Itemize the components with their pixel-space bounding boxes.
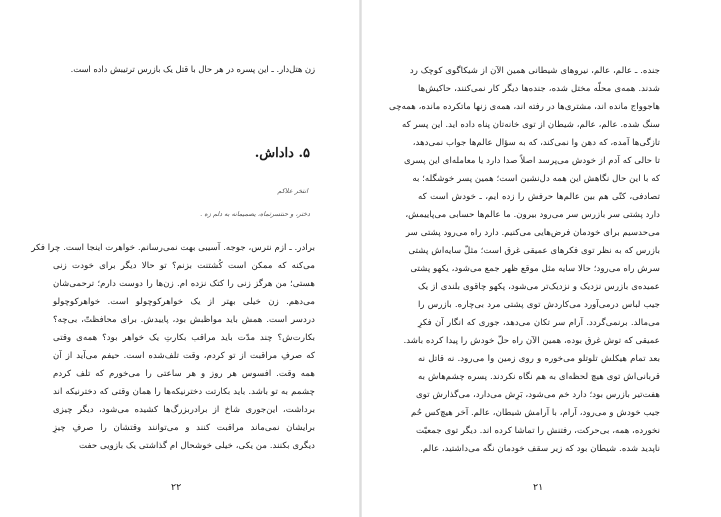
text-line: هستی؛ من هرگز زنی را کتک نزده ام. زن‌ها را دوست دارم؛ ترحمی‌شان [53,279,315,289]
text-line: بکارت‌ش؟ چند مدّت باید مراقب بکارتِ یک خواهر بود؟ همه‌ی وقتی [53,333,315,343]
chapter-title: ۵. داداش. [254,146,310,161]
text-line: قربانی‌اش توی هیچ لحظه‌ای به هم نگاه نکردند. پسره چشم‌هاش به [418,372,660,382]
top-note: زن هتل‌دار. ـ این پسره در هر حال با قتل یک بازرس ترتیبش داده است. [70,64,315,74]
text-line: سنگ شده. عالم، عالم، شیطان از توی خانه‌تان پناه داده اید. این پسر که [401,120,660,130]
text-line: جنده. ـ عالم، عالم، نیروهای شیطانی همین الآن از شیکاگوی کوچک رد [409,66,660,76]
text-line: دیگری بکنند. من یکی، خیلی خوشحال ام گذاشتی یک بازویی حفت [78,441,315,451]
text-line: شدند. همه‌ی محلّه مختل شده، جنده‌ها دیگر کار نمی‌کنند، حاکیش‌ها [418,84,660,94]
page-number-left: ۲۲ [171,482,182,493]
text-line: دارد پشتی سر بازرس سر می‌رود بیرون. ما عالم‌ها حسابی می‌پاییمش، [405,210,660,220]
text-line: که با این حال نگاهش این همه دل‌نشین است؛ همین پسر خوشگله؛ به [412,174,660,184]
text-line: تا حالی که آدم از خودش می‌پرسد اصلاً صدا دارد یا معامله‌ای این پسری [403,156,660,166]
text-line: ناپدید شده. شیطان بود که زیر سقف خودمان نگه می‌داشتید، عالم. [420,444,660,454]
text-line: عمیده‌ی بازرس نزدیک و نزدیک‌تر می‌شود، پکهو چاقوی بلندی از یک [418,282,660,292]
text-line: تصادفی، کتّی هم بین عالم‌ها حرفش را زده ایم، ـ خودش است که [418,192,660,202]
text-line: بعد تمام هیکلش تلوتلو می‌خوره و روی زمین وا می‌رود. نه قاتل نه [418,354,660,364]
text-line: عمیقی که توش غرق بوده، همین الآن راه حلّ خودش را پیدا کرده باشد. [403,336,660,346]
page-number-right: ۲۱ [533,482,544,493]
text-line: می‌حدسیم برای خودمان فرض‌هایی می‌کنیم. دارد راه می‌رود پشتی سر [405,228,660,238]
text-line: هاجوواج مانده اند، مشتری‌ها در رفته اند، همه‌ی زنها ماتکرده مانده، همه‌چی [388,102,660,112]
text-line: هفت‌تیر بازرس بود؛ دارد خم می‌شود، بَرِش می‌دارد، می‌گذارش توی [416,390,660,400]
text-line: می‌کنه که ممکن است کُشتنت بزنم؟ تو حالا دیگر برای خودت زنی [53,261,315,271]
book-gutter [359,0,362,517]
text-line: برداشت، این‌جوری شاخ از برادربزرگ‌ها کشیده می‌شود، دیگر چیزی [53,405,315,415]
handwritten-line: انتخر علاکم [277,187,308,195]
text-line: می‌مالد. برنمی‌گردد. آرام سر تکان می‌دهد، جوری که انگار آن فکرِ [418,318,660,328]
text-line: سرش راه می‌رود؛ حالا سایه مثل موقع ظهر جمع می‌شود، یکهو پشتی [410,264,660,274]
text-line: تازگی‌ها آمده، که دهن وا نمی‌کند، که به سؤال عالم‌ها جواب نمی‌دهد، [412,138,660,148]
text-line: همه وقت. افسوس هر روز و هر ساعتی را می‌خورم که تلف کردم [53,369,315,379]
text-line: جیب خودش و می‌رود، آرام، با آرامش شیطان، عالم. آخر هیچ‌کس حُم [410,408,660,418]
text-line: که صرفِ مراقبت از تو کردم، وقت تلف‌شده است. حیفم می‌آید از آن [53,351,315,361]
text-line: بازرس که به نظر توی فکرهای عمیقی غرق است؛ مثلّ سایه‌اش پشتی [408,246,660,256]
text-line: می‌دهم. زن خیلی بهتر از یک خواهرکوچولو است. خواهرکوچولو [53,297,315,307]
text-line: دردسر است. همش باید مواظبش بود، پاییدش. برای محافظتّ، بی‌چه؟ [53,315,315,325]
text-line: برایشان نمی‌ماند مراقبت کنند و می‌توانند وقتشان را صرفِ چیزِ [53,423,315,433]
text-line: برادر. ـ ازم نترس، جوجه. آسیبی بهت نمی‌رسانم. خواهرت اینجا است. چرا فکر [31,243,315,253]
text-line: جیب لباس درمی‌آورد می‌کاردش توی پشتی مرد بی‌چاره. بازرس را [418,300,660,310]
text-line: نخورده، همه، بی‌حرکت، رفتنش را تماشا کرده اند. دیگر توی جمعیّت [415,426,660,436]
handwritten-line: دختر، و حنتسرتماه، یصمیمانه به دلم زه . [200,210,310,218]
text-line: چشمم به تو باشد. باید بکارتت دخترنیکه‌ها را همان وقتی که دخترنیکه‌ اند [53,387,315,397]
